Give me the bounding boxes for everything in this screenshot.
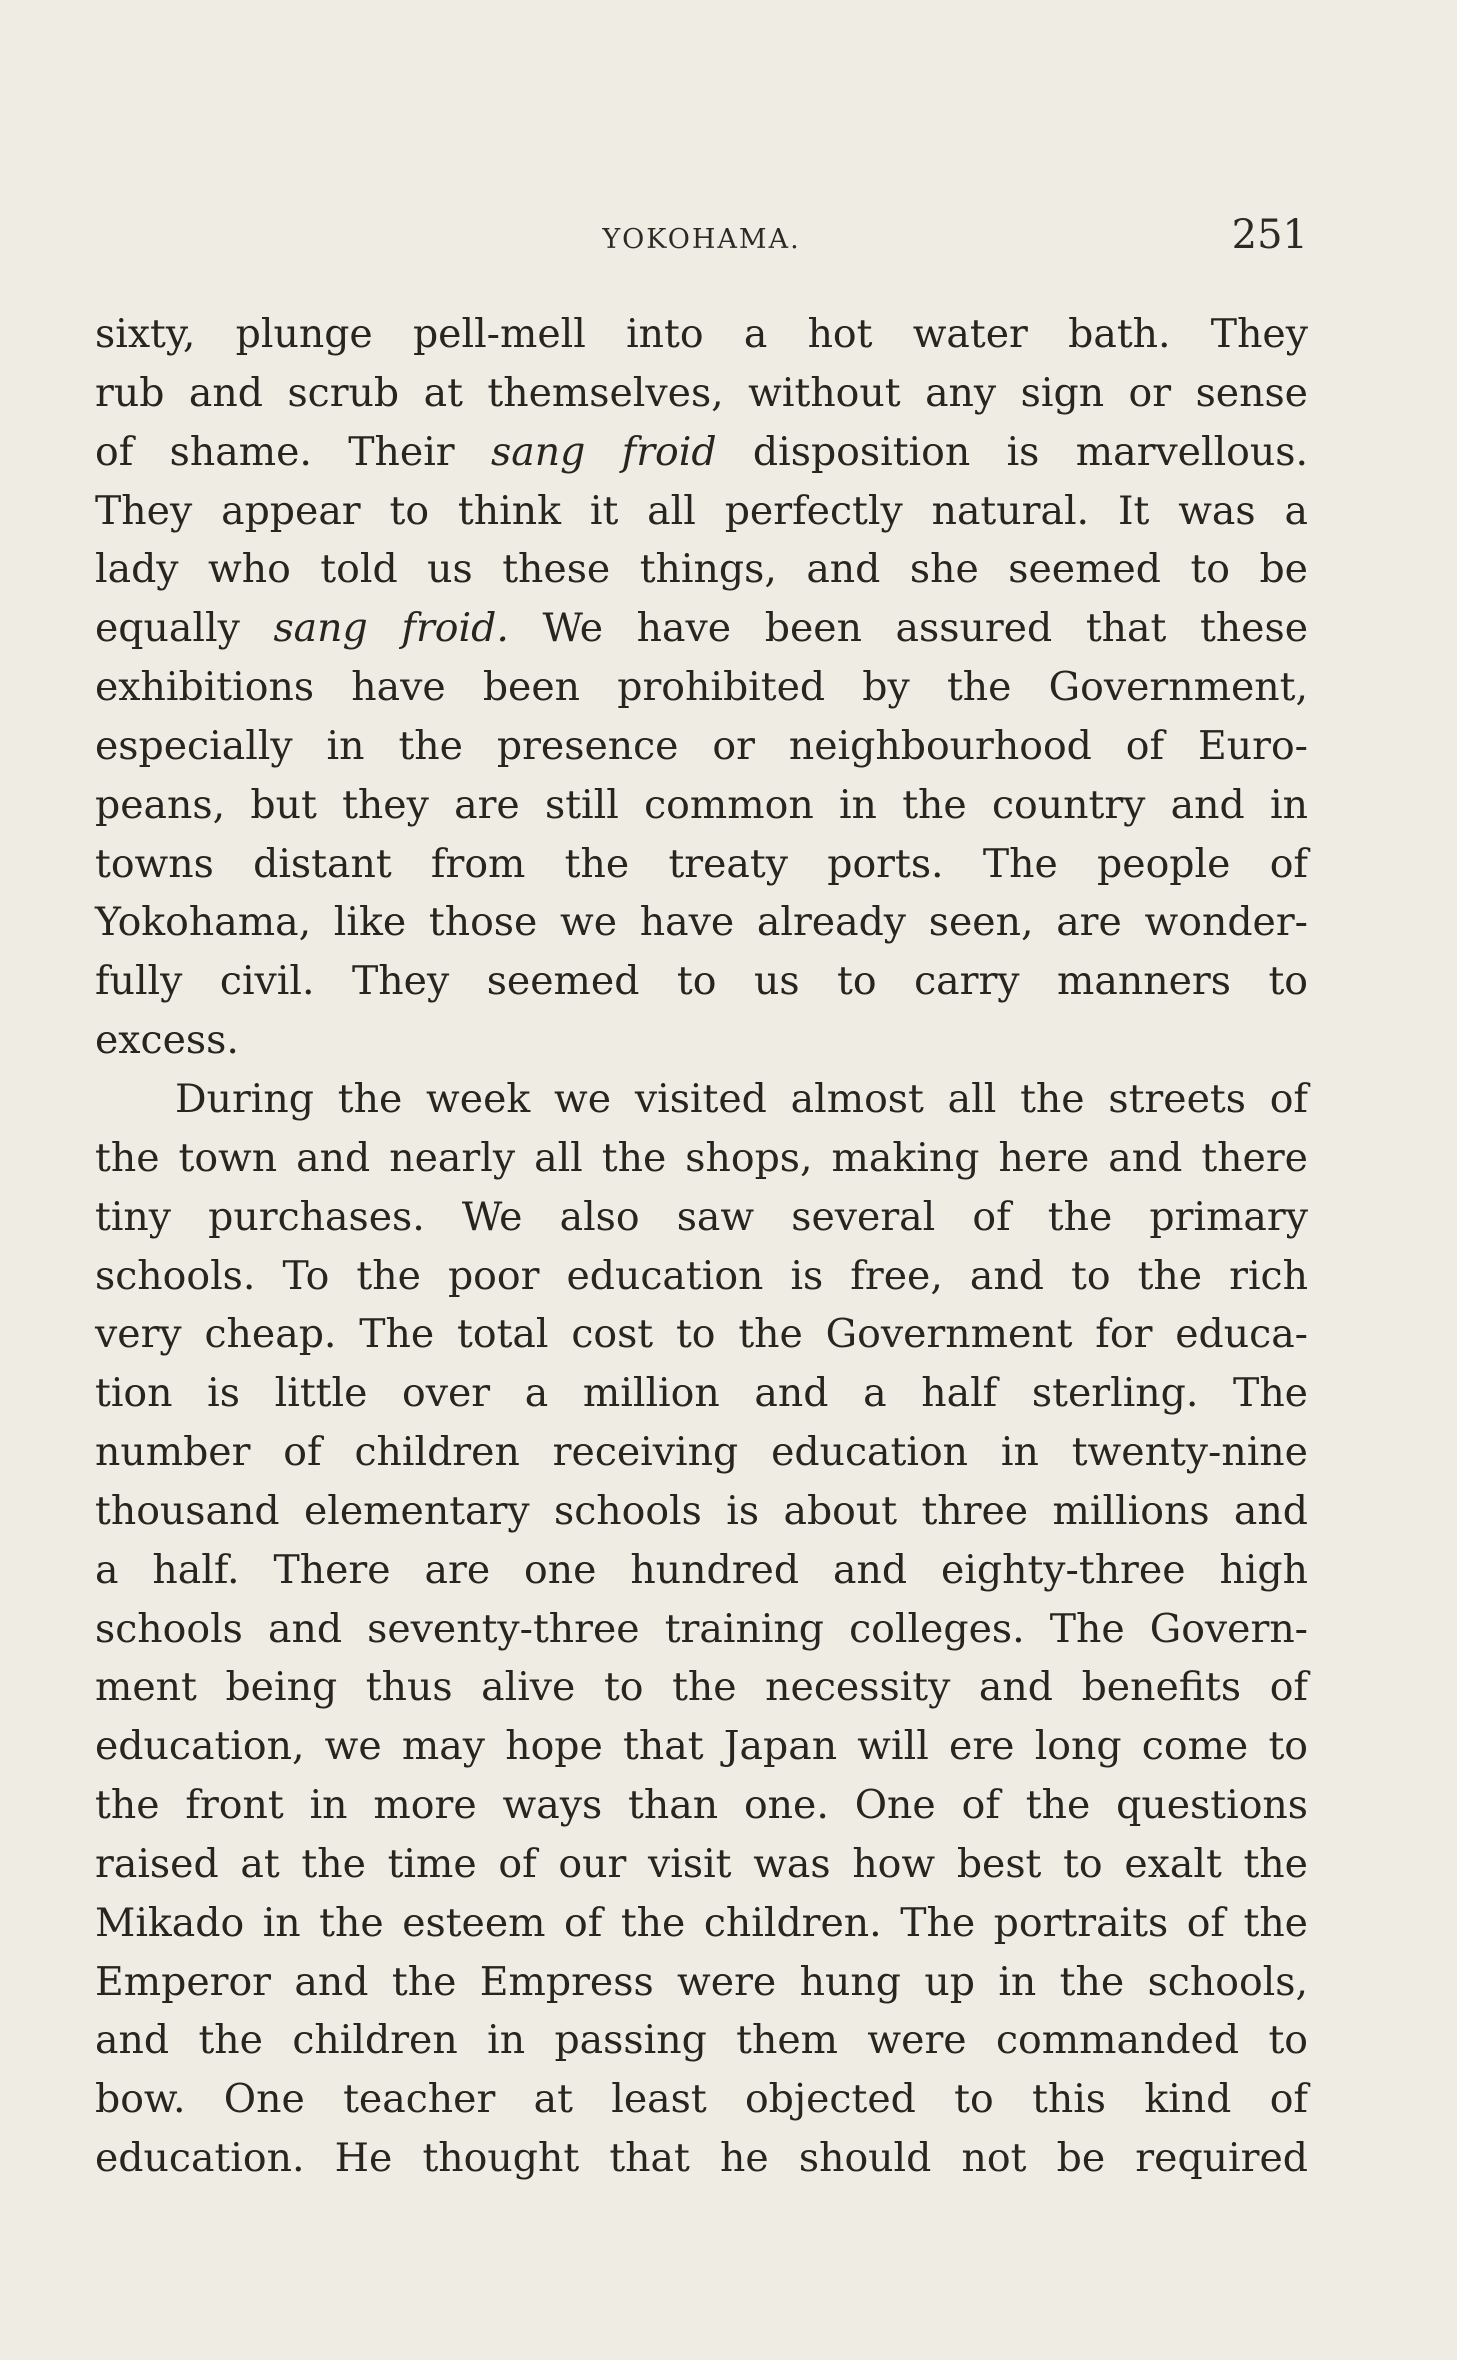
- text-line: excess.: [95, 1017, 239, 1064]
- text-line: Mikado in the esteem of the children. The portraits of the: [95, 1899, 1308, 1946]
- text-line: education, we may hope that Japan will ere long come to: [95, 1723, 1308, 1770]
- text-line: During the week we visited almost all the streets of: [175, 1075, 1308, 1122]
- text-line: Yokohama, like those we have already seen, are wonder-: [95, 899, 1308, 946]
- text-line: thousand elementary schools is about three millions and: [95, 1487, 1308, 1534]
- body-text: [95, 305, 1308, 2188]
- running-title: YOKOHAMA.: [602, 224, 801, 255]
- text-line: sixty, plunge pell-mell into a hot water bath. They: [95, 311, 1308, 357]
- italic-phrase: sang froid: [491, 428, 717, 475]
- page-number: 251: [1231, 212, 1308, 258]
- text-line: Emperor and the Empress were hung up in the schools,: [95, 1958, 1308, 2005]
- italic-phrase: sang froid.: [273, 605, 509, 652]
- text-line: They appear to think it all perfectly natural. It was a: [95, 487, 1308, 534]
- text-line: rub and scrub at themselves, without any sign or sense: [95, 369, 1308, 416]
- text-line: raised at the time of our visit was how best to exalt the: [95, 1840, 1308, 1887]
- text-line: a half. There are one hundred and eighty-three high: [95, 1546, 1308, 1593]
- text-line: tiny purchases. We also saw several of the primary: [95, 1193, 1308, 1240]
- paragraph: [95, 305, 1308, 1070]
- text-line: exhibitions have been prohibited by the Government,: [95, 664, 1308, 711]
- text-line: tion is little over a million and a half sterling. The: [95, 1370, 1308, 1417]
- text-line: bow. One teacher at least objected to this kind of: [95, 2076, 1308, 2123]
- text-line: schools and seventy-three training colleges. The Govern-: [95, 1605, 1308, 1652]
- text-line: schools. To the poor education is free, and to the rich: [95, 1252, 1308, 1299]
- text-line: fully civil. They seemed to us to carry manners to: [95, 958, 1308, 1005]
- text-line: very cheap. The total cost to the Government for educa-: [95, 1311, 1308, 1358]
- text-line: of shame. Their sang froid disposition is marvellous.: [95, 428, 1308, 475]
- text-line: peans, but they are still common in the country and in: [95, 781, 1308, 828]
- text-line: equally sang froid. We have been assured that these: [95, 605, 1309, 652]
- text-line: education. He thought that he should not be required: [95, 2135, 1308, 2182]
- text-line: especially in the presence or neighbourhood of Euro-: [95, 722, 1308, 769]
- running-head: [95, 212, 1308, 262]
- paragraph: [95, 1070, 1308, 2188]
- text-line: the town and nearly all the shops, making here and there: [95, 1134, 1308, 1181]
- text-line: the front in more ways than one. One of the questions: [95, 1782, 1308, 1829]
- text-line: ment being thus alive to the necessity and benefits of: [95, 1664, 1308, 1711]
- text-line: and the children in passing them were commanded to: [95, 2017, 1308, 2064]
- text-line: lady who told us these things, and she seemed to be: [95, 546, 1308, 593]
- text-line: number of children receiving education in twenty-nine: [95, 1429, 1308, 1476]
- text-line: towns distant from the treaty ports. The people of: [95, 840, 1308, 887]
